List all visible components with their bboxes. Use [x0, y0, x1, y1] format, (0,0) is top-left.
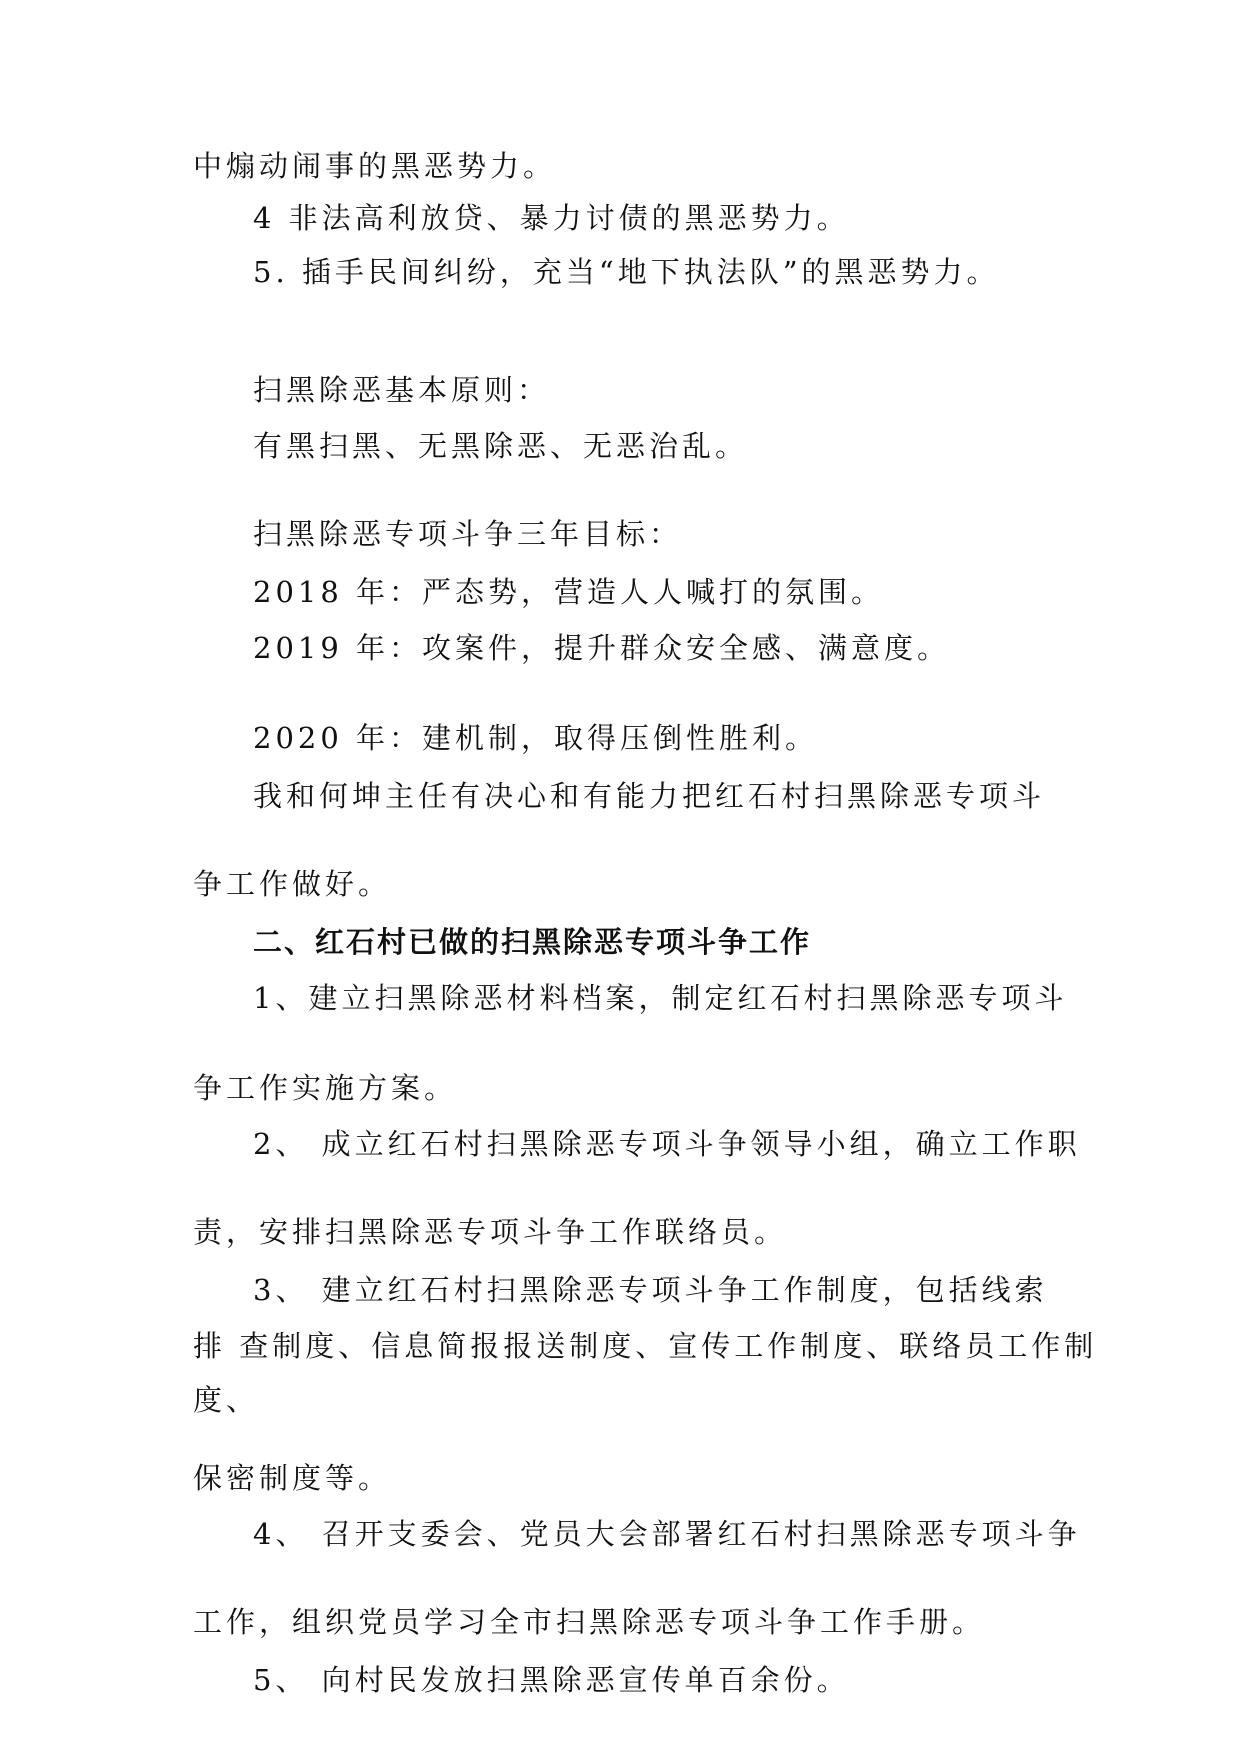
year-goal: 2019 年：攻案件，提升群众安全感、满意度。	[253, 631, 951, 665]
list-item: 4、 召开支委会、党员大会部署红石村扫黑除恶专项斗争	[253, 1517, 1081, 1551]
list-item: 3、 建立红石村扫黑除恶专项斗争工作制度，包括线索	[253, 1273, 1048, 1307]
list-item: 5、 向村民发放扫黑除恶宣传单百余份。	[253, 1663, 850, 1697]
year-goal: 2020 年：建机制，取得压倒性胜利。	[253, 721, 819, 755]
list-item-continuation: 责，安排扫黑除恶专项斗争工作联络员。	[193, 1215, 788, 1249]
list-item-continuation: 争工作实施方案。	[193, 1071, 458, 1105]
list-item: 4 非法高利放贷、暴力讨债的黑恶势力。	[253, 201, 850, 235]
section-label: 扫黑除恶专项斗争三年目标：	[253, 517, 683, 551]
paragraph-line: 争工作做好。	[193, 867, 392, 901]
list-item-continuation: 保密制度等。	[193, 1461, 392, 1495]
list-item: 5. 插手民间纠纷，充当“地下执法队”的黑恶势力。	[253, 255, 1000, 289]
list-item-continuation: 排 查制度、信息简报报送制度、宣传工作制度、联络员工作制	[193, 1329, 1098, 1363]
list-item: 1、建立扫黑除恶材料档案，制定红石村扫黑除恶专项斗	[253, 981, 1068, 1015]
section-label: 扫黑除恶基本原则：	[253, 373, 551, 407]
text-line: 中煽动闹事的黑恶势力。	[193, 149, 557, 183]
paragraph-line: 我和何坤主任有决心和有能力把红石村扫黑除恶专项斗	[253, 779, 1046, 813]
list-item-continuation: 度、	[193, 1383, 260, 1417]
text-line: 有黑扫黑、无黑除恶、无恶治乱。	[253, 429, 749, 463]
list-item: 2、 成立红石村扫黑除恶专项斗争领导小组，确立工作职	[253, 1127, 1081, 1161]
section-heading: 二、红石村已做的扫黑除恶专项斗争工作	[253, 925, 812, 959]
list-item-continuation: 工作，组织党员学习全市扫黑除恶专项斗争工作手册。	[193, 1605, 986, 1639]
year-goal: 2018 年：严态势，营造人人喊打的氛围。	[253, 575, 885, 609]
